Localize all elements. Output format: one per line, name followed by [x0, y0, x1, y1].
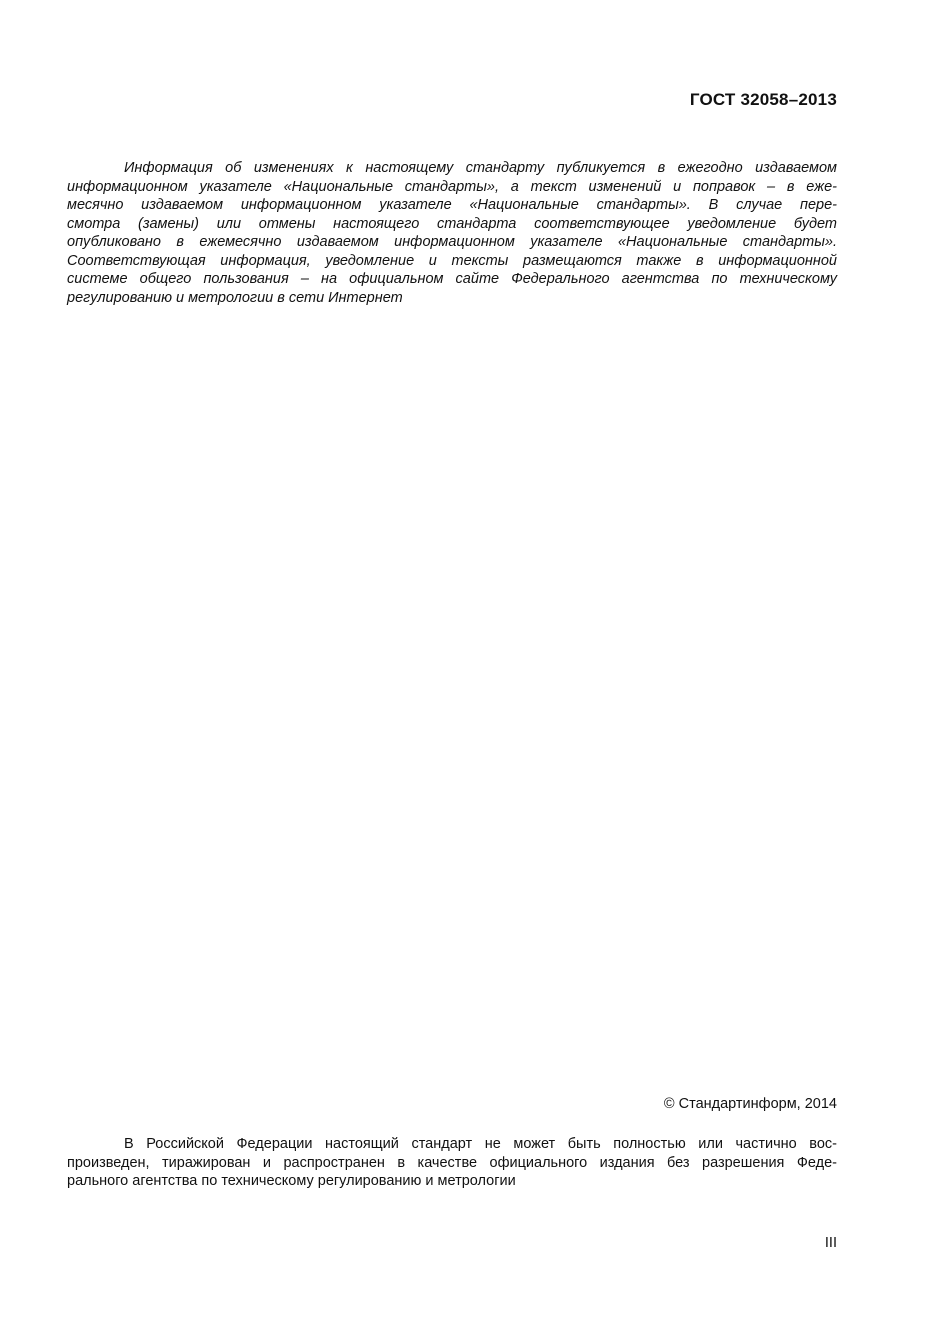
paragraph-line: месячно издаваемом информационном указателе «Национальные стандарты». В случае пере-	[67, 197, 837, 213]
paragraph-line: произведен, тиражирован и распространен в качестве официального издания без разрешения Феде-	[67, 1154, 837, 1171]
amendments-info-paragraph	[67, 159, 837, 307]
document-code: ГОСТ 32058–2013	[689, 90, 837, 109]
reproduction-restriction-paragraph	[67, 1135, 837, 1191]
paragraph-line: Соответствующая информация, уведомление и тексты размещаются также в информационной	[67, 252, 837, 269]
copyright-notice: © Стандартинформ, 2014	[663, 1096, 837, 1112]
paragraph-line: опубликовано в ежемесячно издаваемом информационном указателе «Национальные стандарты».	[67, 234, 837, 250]
paragraph-line: регулированию и метрологии в сети Интернет	[67, 289, 403, 306]
page-number: III	[824, 1235, 837, 1251]
paragraph-line: информационном указателе «Национальные стандарты», а текст изменений и поправок – в еже-	[67, 178, 837, 195]
paragraph-line: рального агентства по техническому регулированию и метрологии	[67, 1173, 516, 1189]
paragraph-line: Информация об изменениях к настоящему стандарту публикуется в ежегодно издаваемом	[124, 160, 837, 176]
paragraph-line: В Российской Федерации настоящий стандарт не может быть полностью или частично вос-	[124, 1136, 837, 1152]
paragraph-line: системе общего пользования – на официальном сайте Федерального агентства по техническому	[67, 271, 837, 287]
paragraph-line: смотра (замены) или отмены настоящего стандарта соответствующее уведомление будет	[67, 215, 837, 232]
